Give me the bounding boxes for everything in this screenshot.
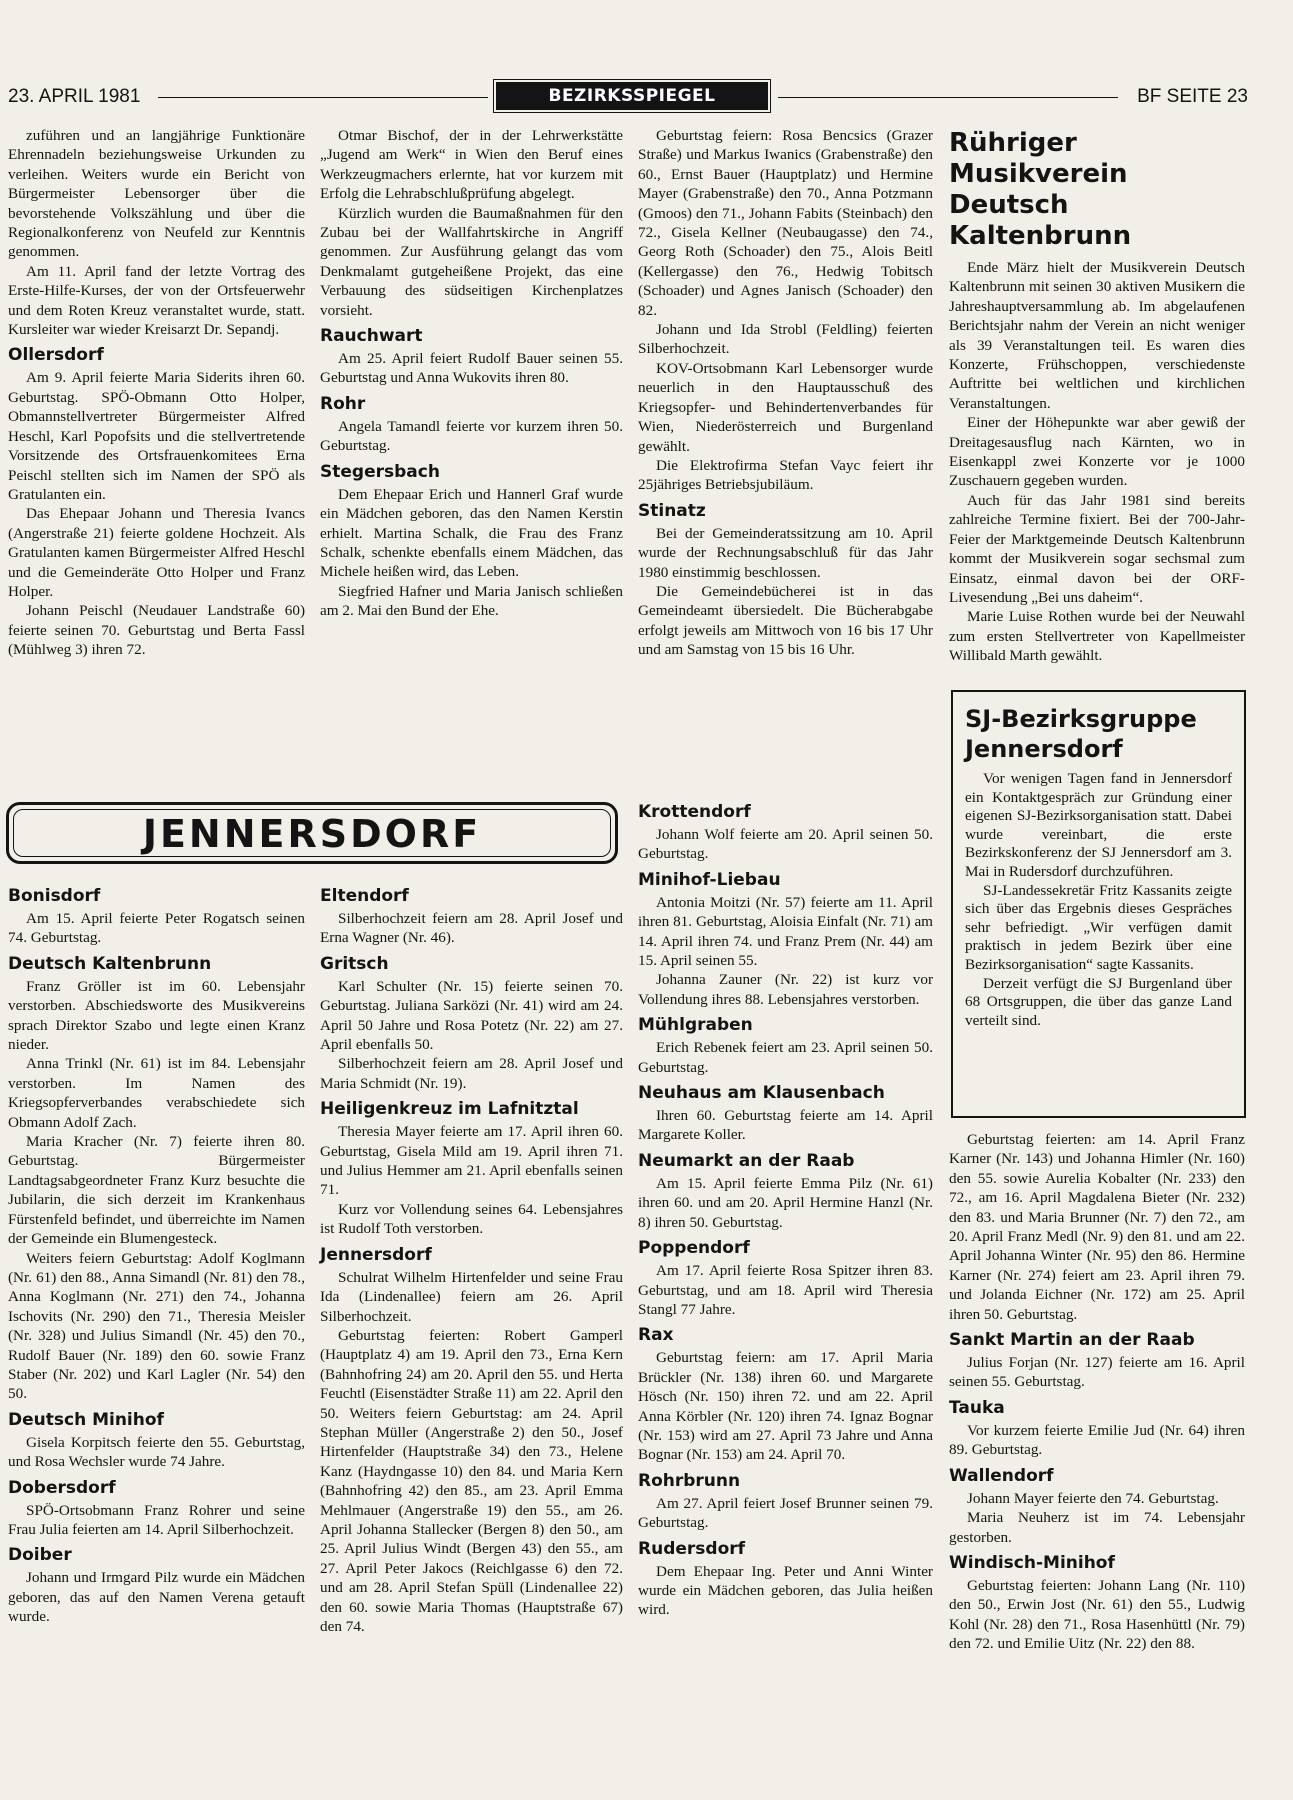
top-column-3 xyxy=(638,126,933,660)
locality-heading: Neuhaus am Klausenbach xyxy=(638,1083,885,1104)
locality-heading: Stinatz xyxy=(638,500,706,521)
top-column-1 xyxy=(8,126,305,660)
locality-heading: Tauka xyxy=(949,1397,1005,1418)
article-paragraph: Johann und Ida Strobl (Feldling) feierten Silberhochzeit. xyxy=(638,321,933,358)
sj-paragraph: SJ-Landessekretär Fritz Kassanits zeigte sich über das Ergebnis dieses Gespräches sehr befriedigt. „Wir verfügen damit praktisch in jedem Bezirk über eine Bezirksorganisation“ sagte Kassanits. xyxy=(965,881,1232,973)
locality-heading: Deutsch Minihof xyxy=(8,1409,164,1430)
article-paragraph: Geburtstag feiern: Rosa Bencsics (Grazer Straße) und Markus Iwanics (Grabenstraße) den 60., Ernst Bauer (Hauptplatz) und Hermine Mayer (Grabenstraße) den 70., Anna Potzmann (Gmoos) den 71., Johann Fabits (Steinbach) den 72., Gisela Kellner (Neubaugasse) den 74., Georg Roth (Schoader) den 75., Alois Beitl (Kellergasse) den 76., Hedwig Tobitsch (Schoader) und Agnes Janisch (Schoader) den 82. xyxy=(638,127,933,319)
article-paragraph: Maria Kracher (Nr. 7) feierte ihren 80. Geburtstag. Bürgermeister Landtagsabgeordneter Franz Kurz besuchte die Jubilarin, die sich derzeit im Krankenhaus Fürstenfeld befindet, und überreichte im Namen der Gemeinde ein Blumengesteck. xyxy=(8,1133,305,1248)
section-banner: BEZIRKSSPIEGEL xyxy=(496,82,768,110)
locality-heading: Wallendorf xyxy=(949,1465,1054,1486)
locality-heading: Deutsch Kaltenbrunn xyxy=(8,953,212,974)
article-paragraph: Am 9. April feierte Maria Siderits ihren 60. Geburtstag. SPÖ-Obmann Otto Holper, Obmannstellvertreter Bürgermeister Alfred Heschl, Karl Popofsits und die stellvertretende Vorsitzende des Ortsfrauenkomitees Erna Peischl stellten sich im Namen der SPÖ als Gratulanten ein. xyxy=(8,369,305,503)
article-paragraph: Am 25. April feiert Rudolf Bauer seinen 55. Geburtstag und Anna Wukovits ihren 80. xyxy=(320,350,623,387)
article-paragraph: zuführen und an langjährige Funktionäre Ehrennadeln beziehungsweise Urkunden zu verleihen. Weiters wurde ein Bericht von Bürgermeister Lebensorger über die bevorstehende Volkszählung und über die Regionalkonferenz von Neufeld zur Kenntnis genommen. xyxy=(8,127,305,261)
top-column-2 xyxy=(320,126,623,621)
article-paragraph: Weiters feiern Geburtstag: Adolf Koglmann (Nr. 61) den 88., Anna Simandl (Nr. 81) den 78., Anna Koglmann (Nr. 271) den 74., Johanna Ischovits (Nr. 290) den 71., Theresia Meisler (Nr. 328) und Julius Simandl (Nr. 45) den 70., Rudolf Bauer (Nr. 189) den 60. sowie Franz Staber (Nr. 202) und Karl Lagler (Nr. 54) den 50. xyxy=(8,1249,305,1403)
article-paragraph: Julius Forjan (Nr. 127) feierte am 16. April seinen 55. Geburtstag. xyxy=(949,1354,1245,1391)
article-paragraph: Antonia Moitzi (Nr. 57) feierte am 11. April ihren 81. Geburtstag, Aloisia Einfalt (Nr. 71) am 14. April ihren 74. und Franz Prem (Nr. 44) am 15. April seinen 55. xyxy=(638,893,933,970)
article-paragraph: Schulrat Wilhelm Hirtenfelder und seine Frau Ida (Lindenallee) feiern am 26. April Silberhochzeit. xyxy=(320,1268,623,1325)
locality-heading: Dobersdorf xyxy=(8,1477,116,1498)
locality-heading: Windisch-Minihof xyxy=(949,1552,1115,1573)
article-paragraph: Johann Peischl (Neudauer Landstraße 60) feierte seinen 70. Geburtstag und Berta Fassl (Mühlweg 3) ihren 72. xyxy=(8,602,305,659)
article-paragraph: KOV-Ortsobmann Karl Lebensorger wurde neuerlich in den Hauptausschuß des Kriegsopfer- und Behindertenverbandes für Wien, Niederösterreich und Burgenland gewählt. xyxy=(638,359,933,455)
locality-heading: Mühlgraben xyxy=(638,1015,753,1036)
sj-paragraph: Derzeit verfügt die SJ Burgenland über 68 Ortsgruppen, die über das ganze Land verteilt sind. xyxy=(965,974,1232,1029)
article-paragraph: Erich Rebenek feiert am 23. April seinen 50. Geburtstag. xyxy=(638,1039,933,1076)
jennersdorf-title: JENNERSDORF xyxy=(142,812,482,856)
article-paragraph: Am 27. April feiert Josef Brunner seinen 79. Geburtstag. xyxy=(638,1494,933,1532)
article-paragraph: Geburtstag feierten: am 14. April Franz Karner (Nr. 143) und Johanna Himler (Nr. 160) den 55. sowie Aurelia Kobalter (Nr. 233) den 72., am 16. April Magdalena Bieter (Nr. 232) den 83. und Maria Brunner (Nr. 7) den 72., am 20. April Franz Medl (Nr. 9) den 81. und am 22. April Johanna Winter (Nr. 95) den 86. Hermine Karner (Nr. 274) feiert am 23. April ihren 79. und Jolanda Eichner (Nr. 172) am 25. April ihren 50. Geburtstag. xyxy=(949,1131,1245,1323)
article-paragraph: Vor kurzem feierte Emilie Jud (Nr. 64) ihren 89. Geburtstag. xyxy=(949,1421,1245,1459)
locality-heading: Rohrbrunn xyxy=(638,1470,741,1491)
article-paragraph: Geburtstag feiern: am 17. April Maria Brückler (Nr. 138) ihren 60. und Margarete Hösch (Nr. 150) ihren 72. und am 22. April Anna Körbler (Nr. 120) ihren 74. Ignaz Bognar (Nr. 153) wird am 27. April 73 Jahre und Anna Bognar (Nr. 153) am 24. April 70. xyxy=(638,1349,933,1464)
article-paragraph: Geburtstag feierten: Robert Gamperl (Hauptplatz 4) am 19. April den 73., Erna Kern (Bahnhofring 24) am 20. April den 55. und Herta Feuchtl (Eisenstädter Straße 11) am 22. April den 50. Weiters feiern Geburtstag: am 24. April Stephan Müller (Angerstraße 2) den 50., Josef Hirtenfelder (Hauptstraße 34) den 73., Helene Kanz (Haydngasse 10) den 84. und Maria Kern (Bahnhofring 42) den 85., am 23. April Emma Mehlmauer (Angerstraße 19) den 55., am 26. April Johanna Stallecker (Bergen 8) den 50., am 25. April Julius Windt (Bergen 43) den 55., am 27. April Peter Jakocs (Reichlgasse 6) den 72. und am 28. April Stefan Spüll (Lindenallee 22) den 60. sowie Maria Thomas (Hauptstraße 67) den 74. xyxy=(320,1326,623,1635)
locality-heading: Bonisdorf xyxy=(8,886,101,906)
locality-heading: Heiligenkreuz im Lafnitztal xyxy=(320,1099,579,1120)
locality-heading: Neumarkt an der Raab xyxy=(638,1150,855,1171)
locality-heading: Rohr xyxy=(320,393,366,414)
locality-heading: Rax xyxy=(638,1325,674,1346)
header-rule-left xyxy=(158,97,488,98)
article-paragraph: Kürzlich wurden die Baumaßnahmen für den Zubau bei der Wallfahrtskirche in Angriff genommen. Zur Ausführung gelangt das vom Denkmalamt gutgeheißene Projekt, das eine Verbauung des südseitigen Kirchenplatzes vorsieht. xyxy=(320,204,623,319)
article-paragraph: Silberhochzeit feiern am 28. April Josef und Maria Schmidt (Nr. 19). xyxy=(320,1055,623,1092)
locality-heading: Krottendorf xyxy=(638,802,751,822)
article-paragraph: Karl Schulter (Nr. 15) feierte seinen 70. Geburtstag. Juliana Sarközi (Nr. 41) wird am 24. April 50 Jahre und Rosa Potetz (Nr. 22) am 27. April ebenfalls 50. xyxy=(320,977,623,1054)
bottom-column-3 xyxy=(638,796,933,1620)
article-paragraph: Ende März hielt der Musikverein Deutsch Kaltenbrunn mit seinen 30 aktiven Musikern die Jahreshauptversammlung ab. Im abgelaufenen Berichtsjahr nahm der Verein an nicht weniger als 39 Veranstaltungen teil. Es waren dies Konzerte, Frühschoppen, verschiedenste Auftritte bei weltlichen und kirchlichen Veranstaltungen. xyxy=(949,259,1245,412)
bottom-column-2 xyxy=(320,880,623,1636)
article-paragraph: Johann und Irmgard Pilz wurde ein Mädchen geboren, das auf den Namen Verena getauft wurde. xyxy=(8,1569,305,1626)
article-paragraph: Auch für das Jahr 1981 sind bereits zahlreiche Termine fixiert. Bei der 700-Jahr-Feier der Marktgemeinde Deutsch Kaltenbrunn kommt der Musikverein sogar sechsmal zum Einsatz, einmal davon bei der ORF-Livesendung „Bei uns daheim“. xyxy=(949,491,1245,606)
article-paragraph: Gisela Korpitsch feierte den 55. Geburtstag, und Rosa Wechsler wurde 74 Jahre. xyxy=(8,1433,305,1471)
issue-date: 23. APRIL 1981 xyxy=(8,86,141,107)
article-paragraph: Kurz vor Vollendung seines 64. Lebensjahres ist Rudolf Toth verstorben. xyxy=(320,1200,623,1238)
article-paragraph: Marie Luise Rothen wurde bei der Neuwahl zum ersten Stellvertreter von Kapellmeister Willibald Marth gewählt. xyxy=(949,608,1245,665)
article-paragraph: Einer der Höhepunkte war aber gewiß der Dreitagesausflug nach Kärnten, wo in Eisenkappl zwei Konzerte vor je 1000 Zuschauern gegeben wurden. xyxy=(949,414,1245,490)
page-header xyxy=(8,82,1248,112)
article-paragraph: Johanna Zauner (Nr. 22) ist kurz vor Vollendung ihres 88. Lebensjahres verstorben. xyxy=(638,971,933,1008)
bottom-column-1 xyxy=(8,880,305,1627)
sj-title: SJ-Bezirksgruppe Jennersdorf xyxy=(965,705,1197,763)
article-paragraph: Siegfried Hafner und Maria Janisch schließen am 2. Mai den Bund der Ehe. xyxy=(320,582,623,620)
locality-heading: Rauchwart xyxy=(320,326,423,347)
article-paragraph: Johann Wolf feierte am 20. April seinen 50. Geburtstag. xyxy=(638,826,933,863)
article-paragraph: Die Elektrofirma Stefan Vayc feiert ihr 25jähriges Betriebsjubiläum. xyxy=(638,456,933,494)
article-paragraph: Johann Mayer feierte den 74. Geburtstag. xyxy=(967,1489,1219,1507)
bottom-column-4 xyxy=(949,1130,1245,1654)
article-headline: Rühriger Musikverein Deutsch Kaltenbrunn xyxy=(949,128,1132,251)
article-paragraph: Ihren 60. Geburtstag feierte am 14. April Margarete Koller. xyxy=(638,1107,933,1144)
jennersdorf-banner xyxy=(6,802,618,864)
locality-heading: Doiber xyxy=(8,1545,72,1566)
article-paragraph: Geburtstag feierten: Johann Lang (Nr. 110) den 50., Erwin Jost (Nr. 61) den 55., Ludwig Kohl (Nr. 28) den 71., Rosa Hasenhüttl (Nr. 79) den 72. und Emilie Uitz (Nr. 22) den 88. xyxy=(949,1576,1245,1653)
locality-heading: Rudersdorf xyxy=(638,1538,746,1559)
top-column-4 xyxy=(949,128,1245,666)
article-paragraph: Franz Gröller ist im 60. Lebensjahr verstorben. Abschiedsworte des Musikvereins sprach Direktor Szabo und legte einen Kranz nieder. xyxy=(8,977,305,1054)
locality-heading: Ollersdorf xyxy=(8,345,104,366)
article-paragraph: Dem Ehepaar Ing. Peter und Anni Winter wurde ein Mädchen geboren, das Julia heißen wird. xyxy=(638,1562,933,1619)
article-paragraph: Anna Trinkl (Nr. 61) ist im 84. Lebensjahr verstorben. Im Namen des Kriegsopferverbandes verabschiedete sich Obmann Adolf Zach. xyxy=(8,1055,305,1131)
article-paragraph: Bei der Gemeinderatssitzung am 10. April wurde der Rechnungsabschluß für das Jahr 1980 einstimmig beschlossen. xyxy=(638,524,933,581)
header-rule-right xyxy=(778,97,1118,98)
article-paragraph: Theresia Mayer feierte am 17. April ihren 60. Geburtstag, Gisela Mild am 19. April ihren 71. und Julius Hemmer am 21. April ebenfalls seinen 71. xyxy=(320,1123,623,1199)
article-paragraph: Dem Ehepaar Erich und Hannerl Graf wurde ein Mädchen geboren, das den Namen Kerstin erhielt. Martina Schalk, die Frau des Franz Schalk, schenkte ebenfalls einem Mädchen, das Michele heißen wird, das Leben. xyxy=(320,485,623,581)
locality-heading: Eltendorf xyxy=(320,886,409,906)
article-paragraph: Am 11. April fand der letzte Vortrag des Erste-Hilfe-Kurses, der von der Ortsfeuerwehr und dem Roten Kreuz veranstaltet wurde, statt. Kursleiter war wieder Kreisarzt Dr. Sepandj. xyxy=(8,262,305,339)
article-paragraph: SPÖ-Ortsobmann Franz Rohrer und seine Frau Julia feierten am 14. April Silberhochzeit. xyxy=(8,1501,305,1538)
sj-paragraph: Vor wenigen Tagen fand in Jennersdorf ein Kontaktgespräch zur Gründung einer eigenen SJ-Bezirksorganisation statt. Dabei wurde vereinbart, die erste Bezirkskonferenz der SJ Jennersdorf am 3. Mai in Rudersdorf durchzuführen. xyxy=(965,770,1232,880)
locality-heading: Minihof-Liebau xyxy=(638,869,781,890)
locality-heading: Sankt Martin an der Raab xyxy=(949,1330,1195,1351)
article-paragraph: Am 15. April feierte Emma Pilz (Nr. 61) ihren 60. und am 20. April Hermine Hanzl (Nr. 8) ihren 50. Geburtstag. xyxy=(638,1174,933,1231)
article-paragraph: Das Ehepaar Johann und Theresia Ivancs (Angerstraße 21) feierte goldene Hochzeit. Als Gratulanten kamen Bürgermeister Alfred Heschl und die Gemeinderäte Otto Holper und Franz Holper. xyxy=(8,505,305,600)
sj-box xyxy=(951,690,1246,1118)
article-paragraph: Otmar Bischof, der in der Lehrwerkstätte „Jugend am Werk“ in Wien den Beruf eines Werkzeugmachers erlernte, hat vor kurzem mit Erfolg die Lehrabschlußprüfung abgelegt. xyxy=(320,127,623,203)
locality-heading: Stegersbach xyxy=(320,461,440,482)
article-paragraph: Am 17. April feierte Rosa Spitzer ihren 83. Geburtstag, und am 18. April wird Theresia Stangl 77 Jahre. xyxy=(638,1262,933,1318)
locality-heading: Poppendorf xyxy=(638,1238,750,1259)
article-paragraph: Silberhochzeit feiern am 28. April Josef und Erna Wagner (Nr. 46). xyxy=(320,910,623,947)
page-number: BF SEITE 23 xyxy=(1137,86,1248,107)
article-paragraph: Maria Neuherz ist im 74. Lebensjahr gestorben. xyxy=(949,1509,1245,1546)
article-paragraph: Angela Tamandl feierte vor kurzem ihren 50. Geburtstag. xyxy=(320,417,623,455)
article-paragraph: Die Gemeindebücherei ist in das Gemeindeamt übersiedelt. Die Bücherabgabe erfolgt jeweils am Mittwoch von 16 bis 17 Uhr und am Samstag von 15 bis 16 Uhr. xyxy=(638,582,933,659)
locality-heading: Gritsch xyxy=(320,953,389,974)
article-paragraph: Am 15. April feierte Peter Rogatsch seinen 74. Geburtstag. xyxy=(8,910,305,947)
locality-heading: Jennersdorf xyxy=(320,1244,432,1265)
